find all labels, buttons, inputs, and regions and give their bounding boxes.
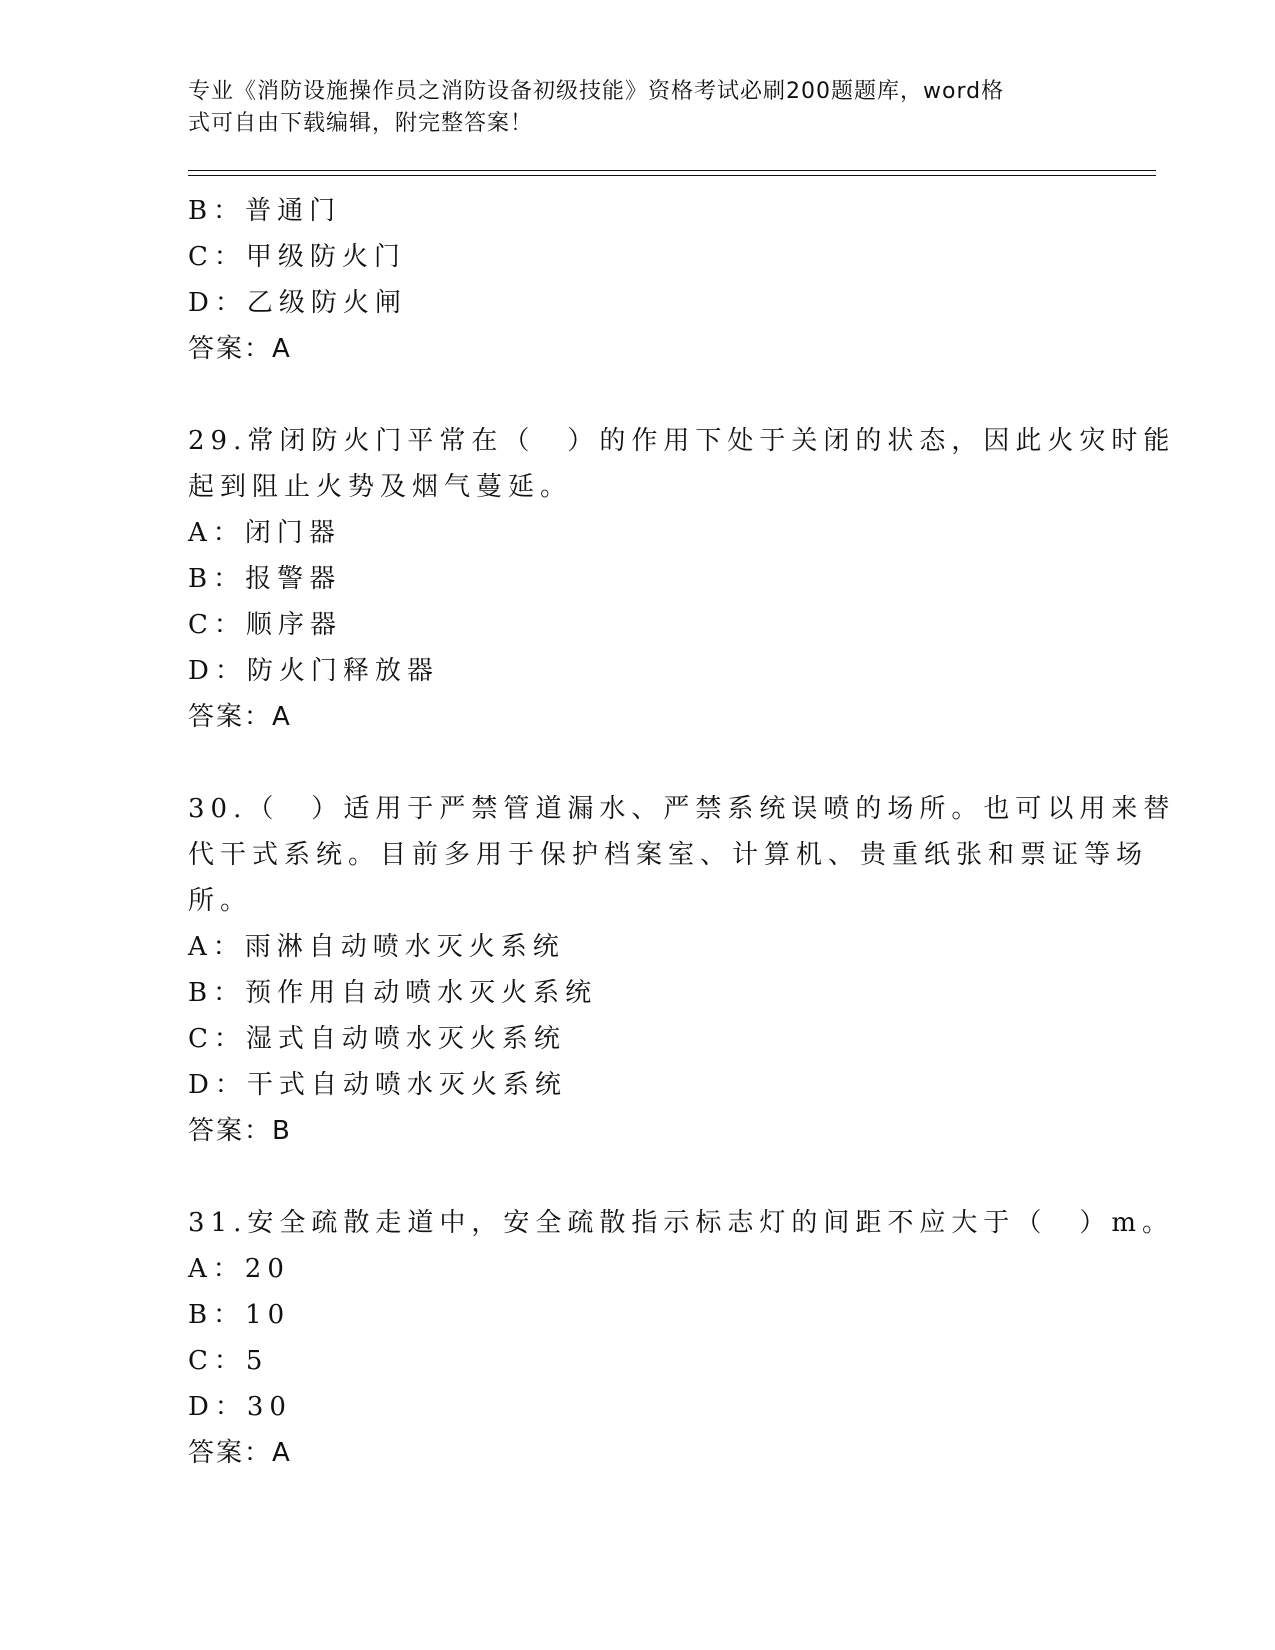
header-line-2: 式可自由下载编辑，附完整答案！ <box>188 111 534 136</box>
question-text-line: 代干式系统。目前多用于保护档案室、计算机、贵重纸张和票证等场 <box>188 840 1149 870</box>
question-block-previous <box>188 188 1088 372</box>
option-d: D：干式自动喷水灭火系统 <box>188 1070 567 1100</box>
option-d: D：乙级防火闸 <box>188 288 407 318</box>
header-divider-top <box>188 170 1156 171</box>
answer-line: 答案：B <box>188 1116 292 1146</box>
question-block-31 <box>188 1200 1175 1476</box>
document-header <box>188 76 1068 140</box>
question-text-line: 29.常闭防火门平常在（ ）的作用下处于关闭的状态，因此火灾时能 <box>188 426 1176 456</box>
answer-line: 答案：A <box>188 702 292 732</box>
option-c: C：5 <box>188 1346 269 1376</box>
option-c: C：湿式自动喷水灭火系统 <box>188 1024 566 1054</box>
question-text-line: 31.安全疏散走道中，安全疏散指示标志灯的间距不应大于（ ）m。 <box>188 1208 1175 1238</box>
question-block-29 <box>188 418 1176 740</box>
header-line-1: 专业《消防设施操作员之消防设备初级技能》资格考试必刷200题题库，word格 <box>188 79 1005 104</box>
question-text-line: 所。 <box>188 886 253 916</box>
question-text-line: 起到阻止火势及烟气蔓延。 <box>188 472 573 502</box>
header-divider-bottom <box>188 175 1156 176</box>
answer-line: 答案：A <box>188 1438 292 1468</box>
question-list <box>188 188 1176 1476</box>
question-block-30 <box>188 786 1176 1154</box>
option-c: C：甲级防火门 <box>188 242 406 272</box>
option-a: A：闭门器 <box>188 518 341 548</box>
option-b: B：报警器 <box>188 564 342 594</box>
option-b: B：预作用自动喷水灭火系统 <box>188 978 598 1008</box>
question-text-line: 30.（ ）适用于严禁管道漏水、严禁系统误喷的场所。也可以用来替 <box>188 794 1176 824</box>
option-b: B：10 <box>188 1300 291 1330</box>
option-a: A：雨淋自动喷水灭火系统 <box>188 932 565 962</box>
option-b: B：普通门 <box>188 196 342 226</box>
option-d: D：防火门释放器 <box>188 656 439 686</box>
option-a: A：20 <box>188 1254 290 1284</box>
option-c: C：顺序器 <box>188 610 342 640</box>
answer-line: 答案：A <box>188 334 292 364</box>
option-d: D：30 <box>188 1392 292 1422</box>
